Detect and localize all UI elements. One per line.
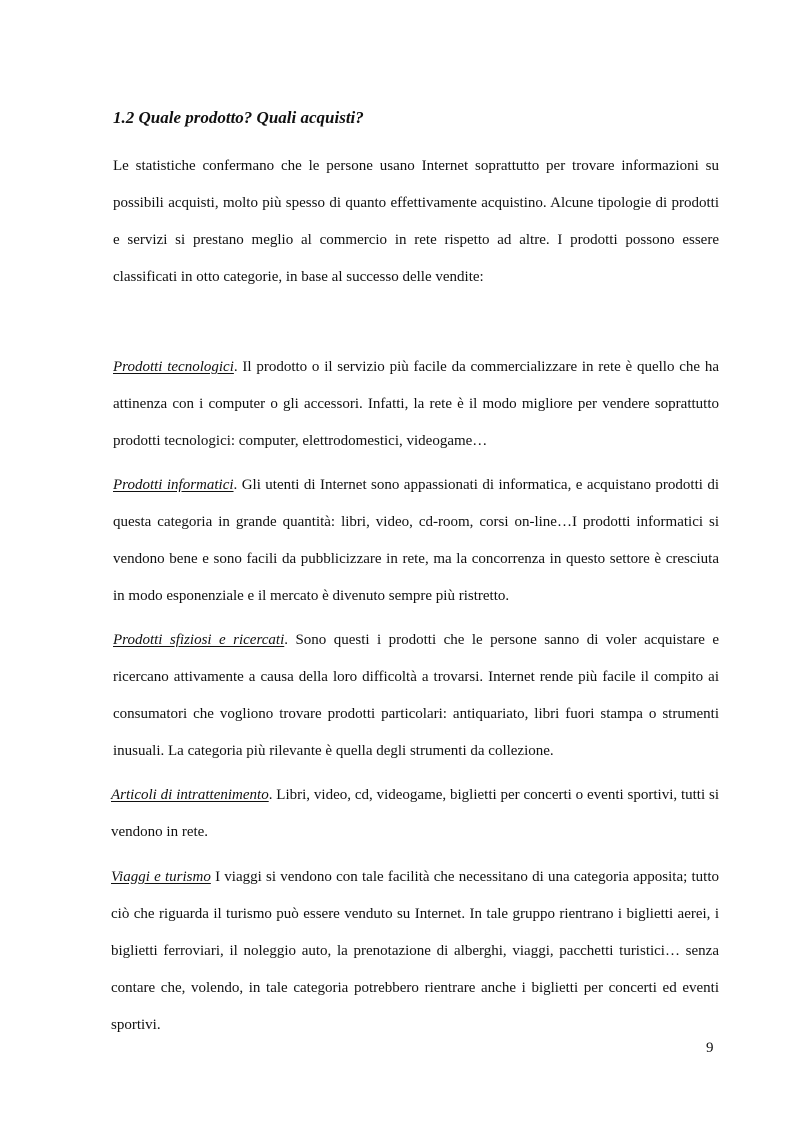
category-text: Il prodotto o il servizio più facile da commercializzare in rete è quello che ha attinenza con i computer o gli accessori. Infatti, la rete è il modo migliore per vendere soprattutto prodotti tecnologici: computer, elettrodomestici, videogame… bbox=[113, 359, 719, 449]
paragraph-viaggi-turismo bbox=[111, 859, 719, 1044]
category-text: Sono questi i prodotti che le persone sanno di voler acquistare e ricercano attivamente a causa della loro difficoltà a trovarsi. Internet rende più facile il compito ai consumatori che vogliono trovare prodotti particolari: antiquariato, libri fuori stampa o strumenti inusuali. La categoria più rilevante è quella degli strumenti da collezione. bbox=[113, 632, 719, 759]
paragraph-prodotti-tecnologici bbox=[113, 349, 719, 460]
category-term: Articoli di intrattenimento bbox=[111, 787, 269, 803]
category-text: Gli utenti di Internet sono appassionati di informatica, e acquistano prodotti di questa categoria in grande quantità: libri, video, cd-room, corsi on-line…I prodotti informatici si vendono bene e sono facili da pubblicizzare in rete, ma la concorrenza in questo settore è cresciuta in modo esponenziale e il mercato è divenuto sempre più ristretto. bbox=[113, 477, 719, 604]
category-term-punct: . bbox=[284, 632, 288, 648]
paragraph-prodotti-informatici bbox=[113, 467, 719, 615]
section-heading: 1.2 Quale prodotto? Quali acquisti? bbox=[113, 108, 364, 127]
paragraph-prodotti-sfiziosi bbox=[113, 622, 719, 770]
paragraph-articoli-intrattenimento bbox=[111, 777, 719, 851]
category-term: Prodotti sfiziosi e ricercati bbox=[113, 632, 285, 648]
category-term: Prodotti informatici bbox=[113, 477, 234, 493]
category-term: Viaggi e turismo bbox=[111, 869, 211, 885]
category-term-punct: . bbox=[268, 787, 273, 803]
page-number: 9 bbox=[706, 1040, 714, 1056]
category-term-punct: . bbox=[233, 477, 238, 493]
category-text: Libri, video, cd, videogame, biglietti per concerti o eventi sportivi, tutti si vendono in rete. bbox=[111, 787, 719, 840]
category-term: Prodotti tecnologici bbox=[113, 359, 234, 375]
category-term-punct: . bbox=[233, 359, 238, 375]
intro-paragraph: Le statistiche confermano che le persone usano Internet soprattutto per trovare informazioni su possibili acquisti, molto più spesso di quanto effettivamente acquistino. Alcune tipologie di prodotti e servizi si prestano meglio al commercio in rete rispetto ad altre. I prodotti possono essere classificati in otto categorie, in base al successo delle vendite: bbox=[113, 158, 719, 285]
category-text: I viaggi si vendono con tale facilità che necessitano di una categoria apposita; tutto ciò che riguarda il turismo può essere venduto su Internet. In tale gruppo rientrano i biglietti aerei, i biglietti ferroviari, il noleggio auto, la prenotazione di alberghi, viaggi, pacchetti turistici… senza contare che, volendo, in tale categoria potrebbero rientrare anche i biglietti per concerti ed eventi sportivi. bbox=[111, 869, 719, 1033]
